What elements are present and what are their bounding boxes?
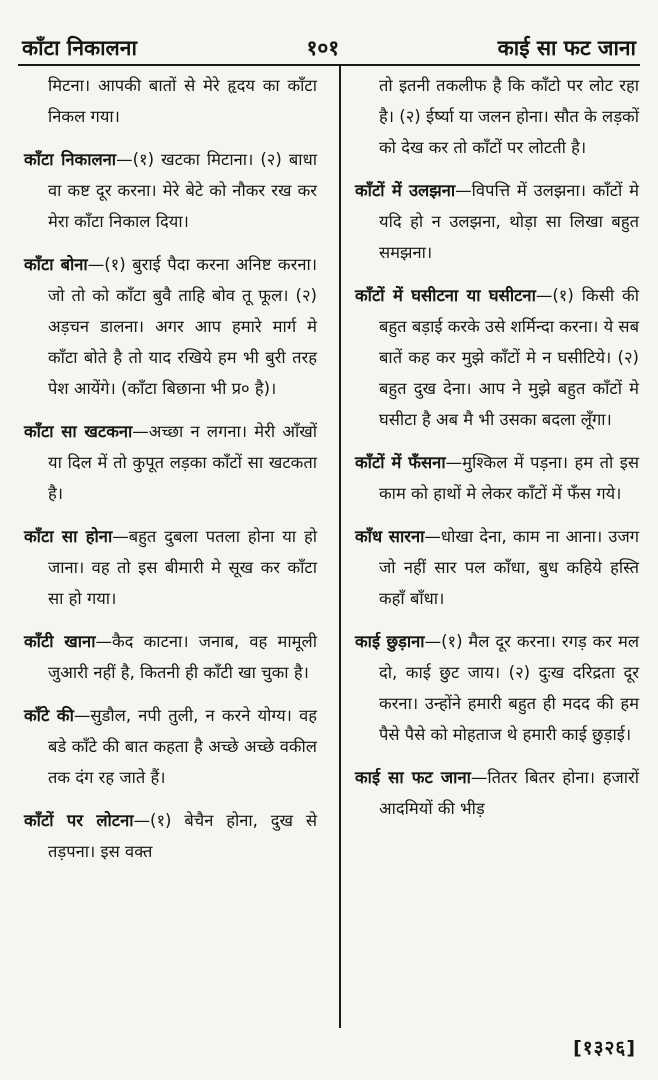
dictionary-entry: काँटी खाना—कैद काटना। जनाब, वह मामूली जुआरी नहीं है, कितनी ही काँटी खा चुका है। [24, 632, 317, 682]
dictionary-entry: काँध सारना—धोखा देना, काम ना आना। उजग जो नहीं सार पल काँधा, बुध कहिये हस्ति कहाँ बाँधा। [355, 527, 639, 608]
dictionary-entry: काई छुड़ाना—(१) मैल दूर करना। रगड़ कर मल दो, काई छुट जाय। (२) दुःख दरिद्रता दूर करना। उन्होंने हमारी बहुत ही मदद की हम पैसे पैसे को मोहताज थे हमारी काई छुड़ाई। [355, 632, 639, 744]
dictionary-entry: काँटों पर लोटना—(१) बेचैन होना, दुख से तड़पना। इस वक्त [24, 811, 317, 861]
dictionary-entry: काँटे की—सुडौल, नपी तुली, न करने योग्य। वह बडे काँटे की बात कहता है अच्छे अच्छे वकील तक दंग रह जाते हैं। [24, 706, 318, 787]
dictionary-entry: काँटा सा खटकना—अच्छा न लगना। मेरी आँखों या दिल में तो कुपूत लड़का काँटों सा खटकता है। [24, 422, 317, 503]
dictionary-entry: काँटा बोना—(१) बुराई पैदा करना अनिष्ट करना। जो तो को काँटा बुवै ताहि बोव तू फूल। (२) अड़चन डालना। अगर आप हमारे मार्ग मे काँटा बोते है तो याद रखिये हम भी बुरी तरह पेश आयेंगे। (काँटा बिछाना भी प्र० है)। [24, 255, 318, 398]
dictionary-entry: काँटों में उलझना—विपत्ति में उलझना। काँटों मे यदि हो न उलझना, थोड़ा सा लिखा बहुत समझना। [355, 181, 639, 262]
right-column [355, 70, 639, 836]
header-last-entry: काई सा फट जाना [497, 36, 636, 60]
header-first-entry: काँटा निकालना [22, 36, 137, 60]
dictionary-entry: तो इतनी तकलीफ है कि काँटो पर लोट रहा है। (२) ईर्ष्या या जलन होना। सौत के लड़कों को देख कर तो काँटों पर लोटती है। [379, 76, 639, 157]
dictionary-entry: काँटों में फँसना—मुश्किल में पड़ना। हम तो इस काम को हाथों मे लेकर काँटों में फँस गये। [355, 453, 639, 503]
header-rule [18, 64, 640, 66]
page-number: १०१ [306, 36, 340, 60]
page-header [22, 18, 636, 62]
left-column [24, 70, 317, 879]
page-code: [१३२६] [573, 1037, 636, 1059]
dictionary-entry: मिटना। आपकी बातों से मेरे हृदय का काँटा निकल गया। [48, 76, 317, 126]
dictionary-entry: काँटा सा होना—बहुत दुबला पतला होना या हो जाना। वह तो इस बीमारी मे सूख कर काँटा सा हो गया। [24, 527, 317, 608]
dictionary-entry: काँटों में घसीटना या घसीटना—(१) किसी की बहुत बड़ाई करके उसे शर्मिन्दा करना। ये सब बातें कह कर मुझे काँटों मे न घसीटिये। (२) बहुत दुख देना। आप ने मुझे बहुत काँटों मे घसीटा है अब मै भी उसका बदला लूँगा। [355, 286, 640, 429]
column-divider [339, 64, 341, 1028]
dictionary-entry: काई सा फट जाना—तितर बितर होना। हजारों आदमियों की भीड़ [355, 768, 639, 818]
dictionary-entry: काँटा निकालना—(१) खटका मिटाना। (२) बाधा वा कष्ट दूर करना। मेरे बेटे को नौकर रख कर मेरा काँटा निकाल दिया। [24, 150, 317, 231]
